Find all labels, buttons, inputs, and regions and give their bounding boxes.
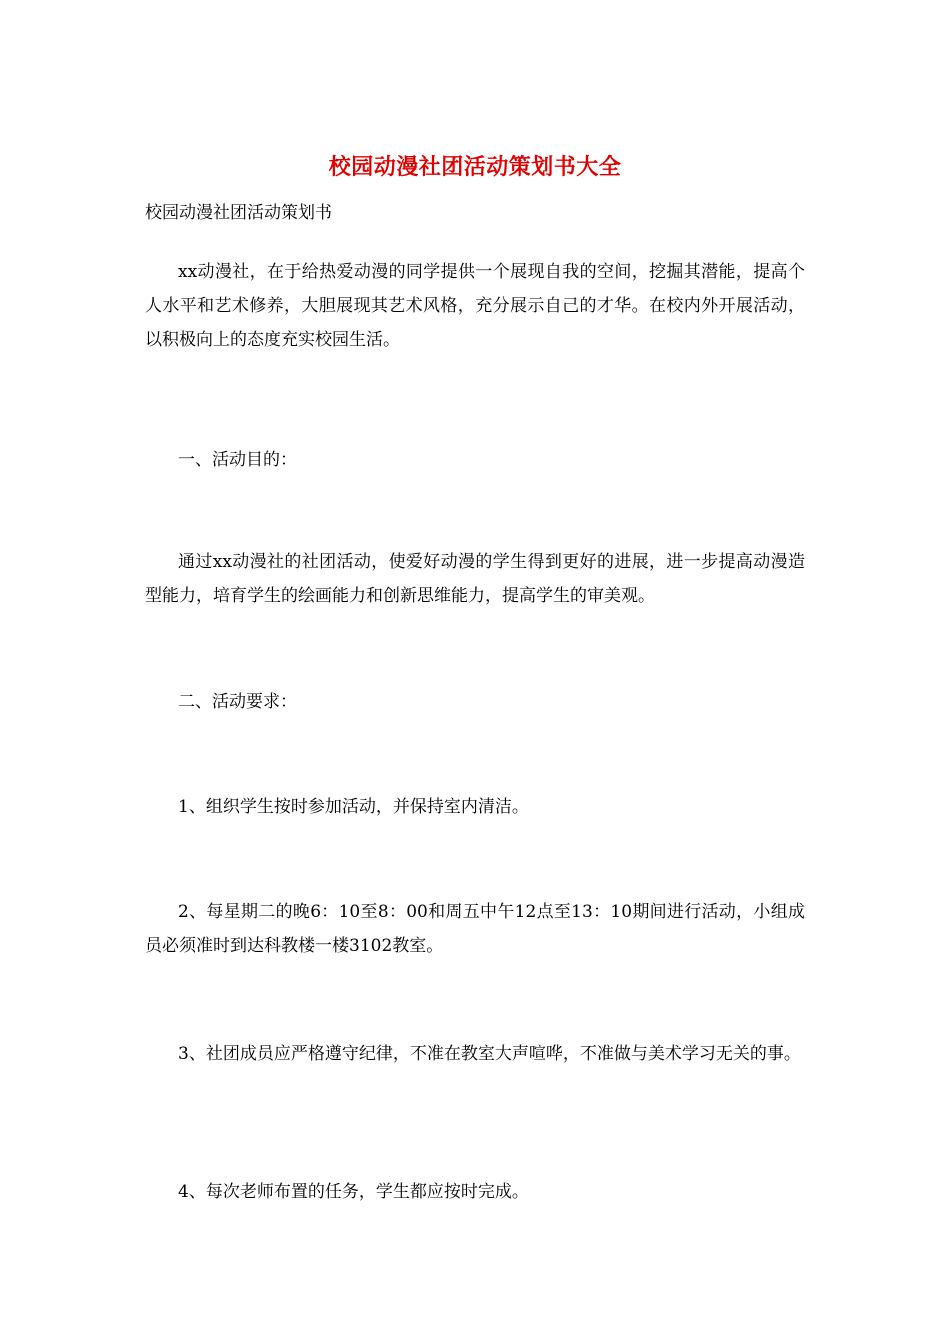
document-title: 校园动漫社团活动策划书大全 (328, 154, 622, 180)
requirement-item-4: 4、每次老师布置的任务，学生都应按时完成。 (178, 1182, 529, 1202)
section-heading-purpose: 一、活动目的： (178, 450, 297, 470)
requirement-item-3: 3、社团成员应严格遵守纪律，不准在教室大声喧哗，不准做与美术学习无关的事。 (178, 1044, 801, 1064)
requirement-item-1: 1、组织学生按时参加活动，并保持室内清洁。 (178, 797, 529, 817)
purpose-paragraph: 通过xx动漫社的社团活动，使爱好动漫的学生得到更好的进展，进一步提高动漫造型能力，培育学生的绘画能力和创新思维能力，提高学生的审美观。 (145, 552, 805, 606)
section-heading-requirements: 二、活动要求： (178, 692, 297, 712)
intro-paragraph: xx动漫社，在于给热爱动漫的同学提供一个展现自我的空间，挖掘其潜能，提高个人水平和艺术修养，大胆展现其艺术风格，充分展示自己的才华。在校内外开展活动，以积极向上的态度充实校园生活。 (145, 262, 805, 350)
requirement-item-2: 2、每星期二的晚6：10至8：00和周五中午12点至13：10期间进行活动，小组成员必须准时到达科教楼一楼3102教室。 (145, 902, 805, 956)
document-subtitle: 校园动漫社团活动策划书 (145, 203, 332, 223)
